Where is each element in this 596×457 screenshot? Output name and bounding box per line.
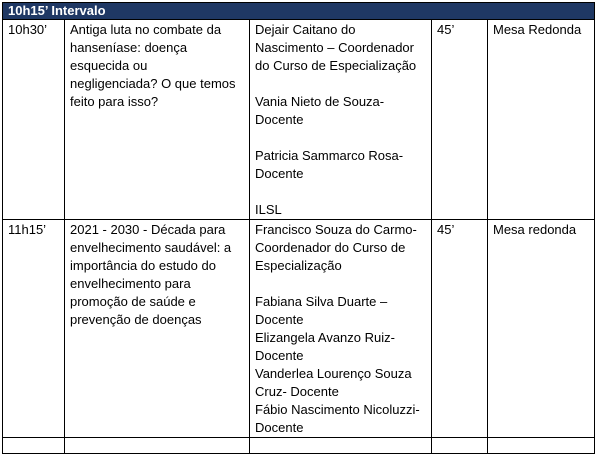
title-line: envelhecimento saudável: a	[70, 240, 232, 255]
title-line: hanseníase: doença	[70, 40, 188, 55]
speaker-line: Fábio Nascimento Nicoluzzi-	[255, 402, 420, 417]
table-row	[3, 20, 595, 220]
title-line: envelhecimento para	[70, 276, 191, 291]
title-cell	[65, 20, 250, 220]
table-row	[3, 220, 595, 438]
time-cell: 11h15’	[3, 220, 65, 438]
speaker-line: Francisco Souza do Carmo-	[255, 222, 417, 237]
break-label: 10h15’ Intervalo	[3, 3, 595, 20]
title-line: esquecida ou	[70, 58, 148, 73]
speaker-line: Fabiana Silva Duarte –	[255, 294, 388, 309]
empty-cell	[65, 438, 250, 454]
title-line: importância do estudo do	[70, 258, 216, 273]
speaker-line: Docente	[255, 312, 304, 327]
speaker-line: Coordenador do Curso de	[255, 240, 406, 255]
speaker-line: Elizangela Avanzo Ruiz-	[255, 330, 395, 345]
schedule-table	[2, 2, 595, 454]
speaker-line: Docente	[255, 166, 304, 181]
title-line: 2021 - 2030 - Década para	[70, 222, 226, 237]
speaker-line: Cruz- Docente	[255, 384, 339, 399]
speaker-line: Especialização	[255, 258, 342, 273]
speaker-line: Docente	[255, 112, 304, 127]
empty-row	[3, 438, 595, 454]
speaker-line: Vania Nieto de Souza-	[255, 94, 385, 109]
speaker-line: ILSL	[255, 202, 282, 217]
speaker-line: Docente	[255, 348, 304, 363]
speaker-line: Patricia Sammarco Rosa-	[255, 148, 404, 163]
format-cell: Mesa redonda	[488, 220, 595, 438]
title-line: negligenciada? O que temos	[70, 76, 236, 91]
time-cell: 10h30’	[3, 20, 65, 220]
empty-cell	[3, 438, 65, 454]
duration-cell: 45’	[432, 220, 488, 438]
empty-cell	[432, 438, 488, 454]
speakers-cell	[250, 220, 432, 438]
break-row	[3, 3, 595, 20]
format-cell: Mesa Redonda	[488, 20, 595, 220]
duration-cell: 45’	[432, 20, 488, 220]
title-line: Antiga luta no combate da	[70, 22, 222, 37]
title-line: feito para isso?	[70, 94, 159, 109]
empty-cell	[250, 438, 432, 454]
empty-cell	[488, 438, 595, 454]
speaker-line: Vanderlea Lourenço Souza	[255, 366, 412, 381]
speaker-line: do Curso de Especialização	[255, 58, 417, 73]
speaker-line: Dejair Caitano do	[255, 22, 356, 37]
speaker-line: Nascimento – Coordenador	[255, 40, 414, 55]
speakers-cell	[250, 20, 432, 220]
speaker-line: Docente	[255, 420, 304, 435]
title-line: promoção de saúde e	[70, 294, 196, 309]
title-line: prevenção de doenças	[70, 312, 202, 327]
title-cell	[65, 220, 250, 438]
